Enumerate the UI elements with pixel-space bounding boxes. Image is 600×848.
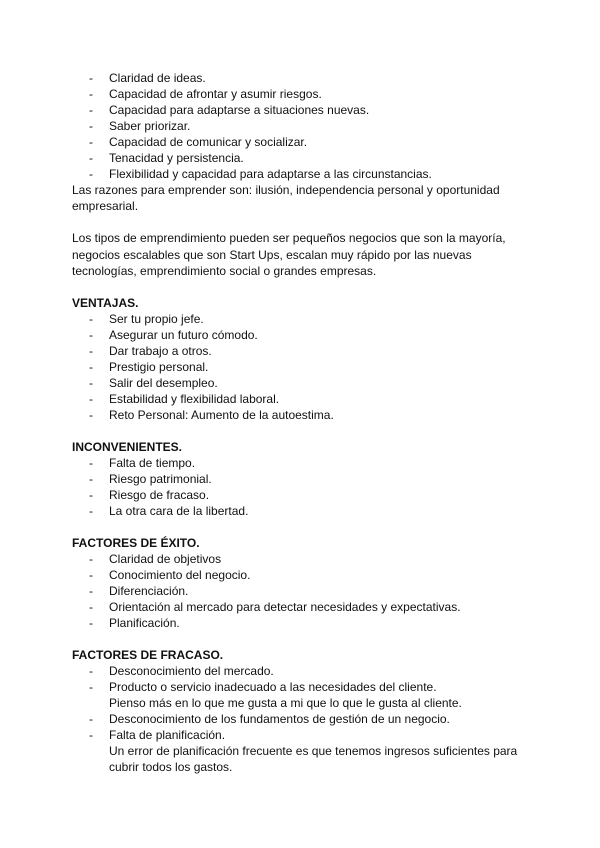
dash-bullet: - bbox=[89, 87, 93, 101]
factores-exito-heading: FACTORES DE ÉXITO. bbox=[72, 536, 200, 551]
dash-bullet: - bbox=[89, 328, 93, 343]
factores-fracaso-list bbox=[72, 663, 532, 775]
list-item: - Falta de tiempo. bbox=[89, 456, 196, 471]
dash-bullet: - bbox=[89, 360, 93, 375]
dash-bullet: - bbox=[89, 584, 93, 599]
list-item: - Reto Personal: Aumento de la autoestima. bbox=[89, 408, 334, 423]
list-item: - Estabilidad y flexibilidad laboral. bbox=[89, 392, 280, 407]
list-item: - Desconocimiento de los fundamentos de gestión de un negocio. bbox=[89, 712, 450, 727]
dash-bullet: - bbox=[89, 728, 93, 743]
dash-bullet: - bbox=[89, 119, 93, 133]
list-item: - Flexibilidad y capacidad para adaptarse a las circunstancias. bbox=[89, 167, 432, 181]
dash-bullet: - bbox=[89, 103, 93, 117]
dash-bullet: - bbox=[89, 408, 93, 423]
dash-bullet: - bbox=[89, 488, 93, 503]
list-item: - Orientación al mercado para detectar necesidades y expectativas. bbox=[89, 600, 461, 615]
dash-bullet: - bbox=[89, 392, 93, 407]
dash-bullet: - bbox=[89, 456, 93, 471]
reasons-paragraph: Las razones para emprender son: ilusión, independencia personal y oportunidad empresarial. bbox=[72, 183, 500, 214]
dash-bullet: - bbox=[89, 472, 93, 487]
dash-bullet: - bbox=[89, 151, 93, 165]
dash-bullet: - bbox=[89, 344, 93, 359]
list-item: - Ser tu propio jefe. bbox=[89, 312, 204, 327]
ventajas-list bbox=[72, 311, 532, 423]
ventajas-heading: VENTAJAS. bbox=[72, 296, 139, 311]
types-paragraph: Los tipos de emprendimiento pueden ser pequeños negocios que son la mayoría, negocios escalables que son Start Ups, escalan muy rápido por las nuevas tecnologías, emprendimiento social o grandes empresas. bbox=[72, 231, 506, 278]
factores-fracaso-heading: FACTORES DE FRACASO. bbox=[72, 648, 224, 663]
list-item: - Diferenciación. bbox=[89, 584, 189, 599]
list-item: - Conocimiento del negocio. bbox=[89, 568, 251, 583]
list-item: - Salir del desempleo. bbox=[89, 376, 218, 391]
dash-bullet: - bbox=[89, 504, 93, 519]
dash-bullet: - bbox=[89, 376, 93, 391]
list-item: - Claridad de objetivos bbox=[89, 552, 222, 567]
dash-bullet: - bbox=[89, 616, 93, 631]
dash-bullet: - bbox=[89, 167, 93, 181]
list-item-note: Pienso más en lo que me gusta a mi que lo que le gusta al cliente. bbox=[109, 696, 462, 711]
dash-bullet: - bbox=[89, 71, 93, 85]
list-item: - Capacidad para adaptarse a situaciones nuevas. bbox=[89, 103, 370, 117]
dash-bullet: - bbox=[89, 712, 93, 727]
dash-bullet: - bbox=[89, 664, 93, 679]
dash-bullet: - bbox=[89, 600, 93, 615]
inconvenientes-heading: INCONVENIENTES. bbox=[72, 440, 183, 455]
list-item: - Saber priorizar. bbox=[89, 119, 191, 133]
list-item: - Dar trabajo a otros. bbox=[89, 344, 212, 359]
factores-exito-list bbox=[72, 551, 532, 631]
list-item: - Riesgo de fracaso. bbox=[89, 488, 210, 503]
inconvenientes-list bbox=[72, 455, 532, 519]
list-item: - Falta de planificación. Un error de planificación frecuente es que tenemos ingresos suficientes para cubrir todos los gastos. bbox=[72, 727, 532, 775]
list-item: - Capacidad de afrontar y asumir riesgos. bbox=[89, 87, 322, 101]
list-item: - Planificación. bbox=[89, 616, 180, 631]
list-item: - Producto o servicio inadecuado a las necesidades del cliente. Pienso más en lo que me gusta a mi que lo que le gusta al cliente. bbox=[72, 679, 532, 711]
dash-bullet: - bbox=[89, 552, 93, 567]
intro-list bbox=[72, 70, 532, 182]
list-item-note: Un error de planificación frecuente es que tenemos ingresos suficientes para cubrir todos los gastos. bbox=[109, 744, 518, 775]
list-item: - La otra cara de la libertad. bbox=[89, 504, 249, 519]
list-item: - Riesgo patrimonial. bbox=[89, 472, 212, 487]
dash-bullet: - bbox=[89, 135, 93, 149]
dash-bullet: - bbox=[89, 568, 93, 583]
list-item: - Prestigio personal. bbox=[89, 360, 209, 375]
list-item: - Tenacidad y persistencia. bbox=[89, 151, 244, 165]
list-item: - Asegurar un futuro cómodo. bbox=[89, 328, 258, 343]
list-item: - Desconocimiento del mercado. bbox=[89, 664, 274, 679]
list-item: - Claridad de ideas. bbox=[89, 71, 206, 85]
list-item: - Capacidad de comunicar y socializar. bbox=[89, 135, 308, 149]
dash-bullet: - bbox=[89, 312, 93, 327]
document-page bbox=[72, 70, 532, 775]
dash-bullet: - bbox=[89, 680, 93, 695]
